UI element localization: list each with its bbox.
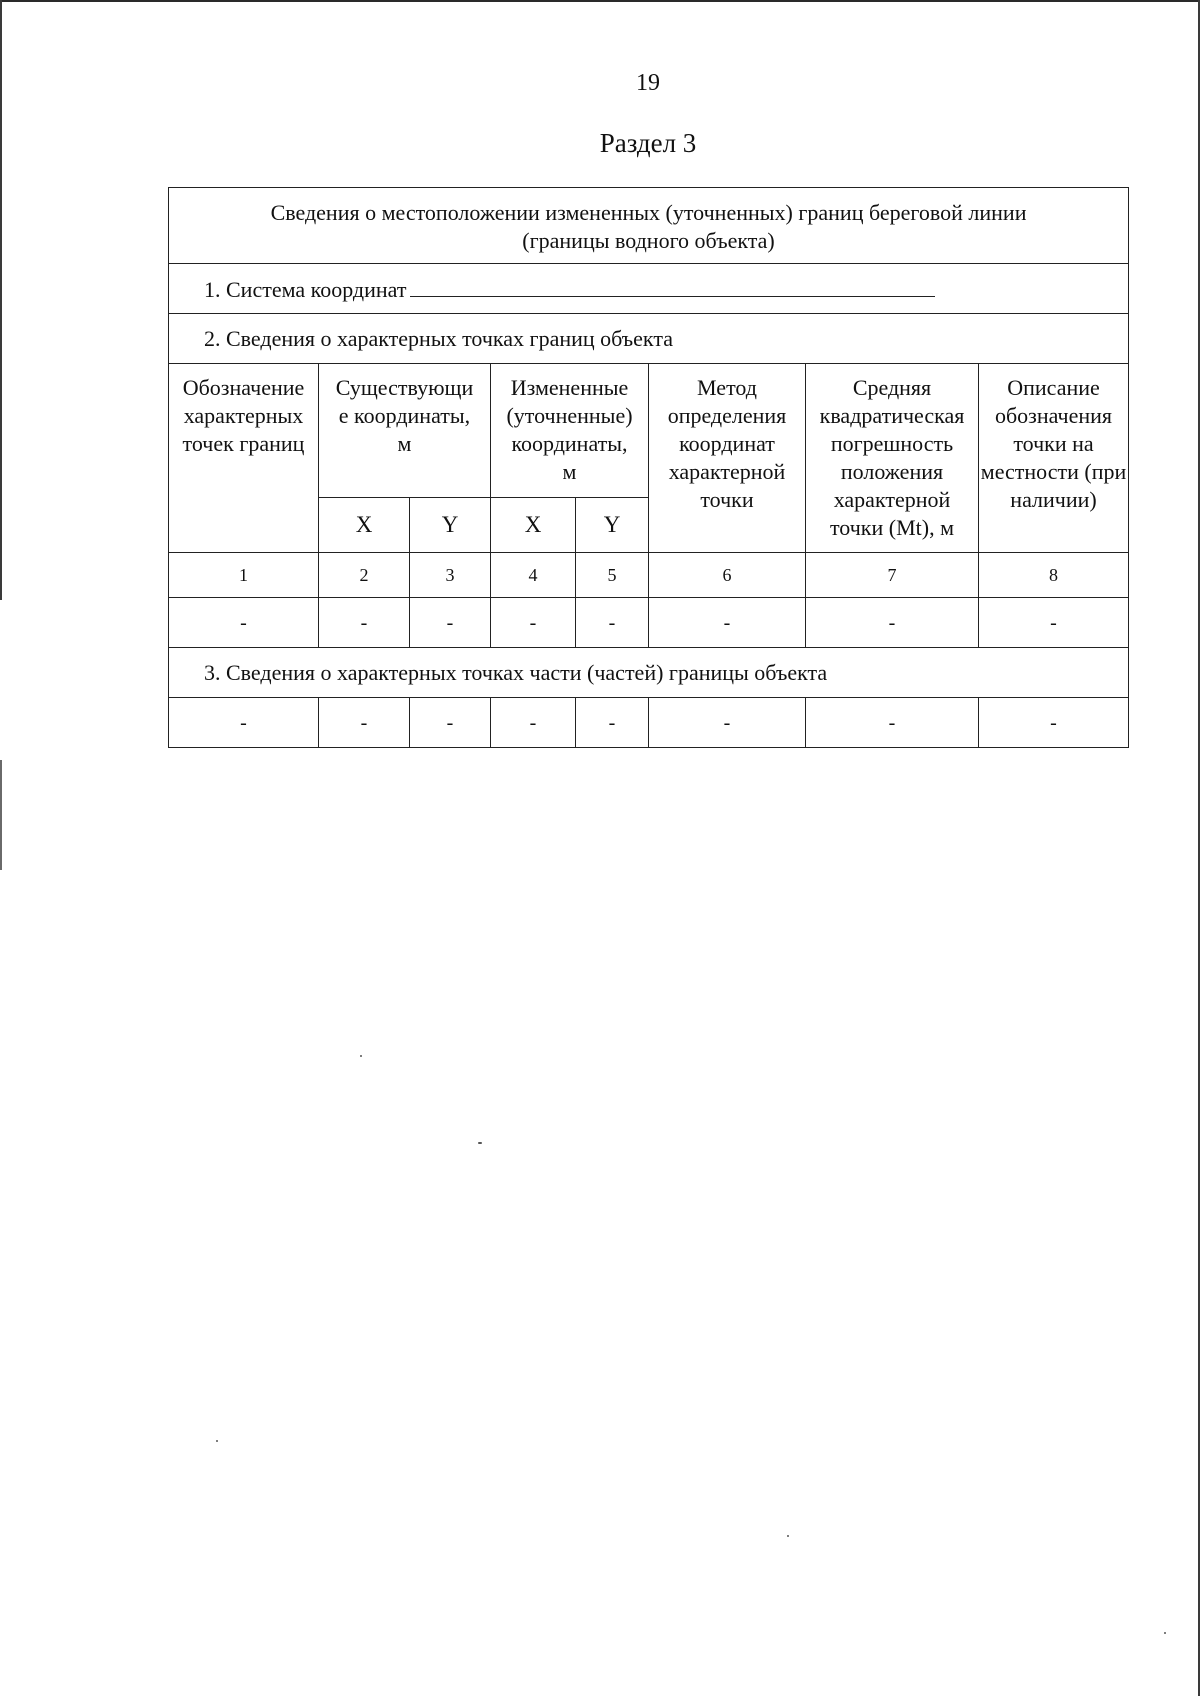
parts-row-cell: - [491,698,576,748]
parts-section-label: 3. Сведения о характерных точках части (частей) границы объекта [204,659,828,685]
points-row-cell: - [319,598,410,648]
points-row-cell: - [649,598,806,648]
header-existing-coordinates: Существующи е координаты, м [319,364,491,498]
column-number-cell: 7 [806,553,979,598]
boundary-points-table [168,187,1129,748]
page-number: 19 [636,70,660,96]
header-changed-coordinates: Измененные (уточненные) координаты, м [491,364,649,498]
table-title-cell [169,188,1129,264]
header-point-designation: Обозначение характерных точек границ [169,364,319,553]
scan-speck [216,1440,218,1442]
points-section-label: 2. Сведения о характерных точках границ объекта [204,325,673,351]
header-mean-square-error: Средняя квадратическая погрешность положения характерной точки (Mt), м [806,364,979,553]
section-title: Раздел 3 [599,128,697,158]
column-number-cell: 5 [576,553,649,598]
parts-row-cell: - [319,698,410,748]
parts-row-cell: - [169,698,319,748]
header-changed-x: X [491,498,576,553]
parts-row-cell: - [410,698,491,748]
header-existing-x: X [319,498,410,553]
coordinate-system-blank-line [410,274,935,297]
column-number-cell: 8 [979,553,1129,598]
points-row-cell: - [576,598,649,648]
parts-row-cell: - [576,698,649,748]
scan-speck [478,1142,482,1144]
points-row-cell: - [979,598,1129,648]
column-number-cell: 6 [649,553,806,598]
header-changed-y: Y [576,498,649,553]
points-row-cell: - [806,598,979,648]
scan-speck [1164,1632,1166,1634]
column-number-cell: 1 [169,553,319,598]
parts-section-row [169,648,1129,698]
scan-edge-left-lower [0,760,2,870]
column-number-cell: 4 [491,553,576,598]
scan-speck [360,1055,362,1057]
scan-speck [787,1535,789,1537]
table-title-line-2: (границы водного объекта) [522,228,775,253]
table-title-line-1: Сведения о местоположении измененных (уточненных) границ береговой линии [270,200,1027,225]
header-point-description: Описание обозначения точки на местности (при наличии) [979,364,1129,553]
scan-edge-top [0,0,1200,2]
header-existing-y: Y [410,498,491,553]
parts-row-cell: - [806,698,979,748]
header-determination-method: Метод определения координат характерной точки [649,364,806,553]
column-number-cell: 2 [319,553,410,598]
points-row-cell: - [169,598,319,648]
column-number-cell: 3 [410,553,491,598]
parts-row-cell: - [649,698,806,748]
parts-row-cell: - [979,698,1129,748]
points-row-cell: - [491,598,576,648]
coordinate-system-row [169,264,1129,314]
points-section-row [169,314,1129,364]
points-row-cell: - [410,598,491,648]
coordinate-system-label: 1. Система координат [204,276,407,302]
